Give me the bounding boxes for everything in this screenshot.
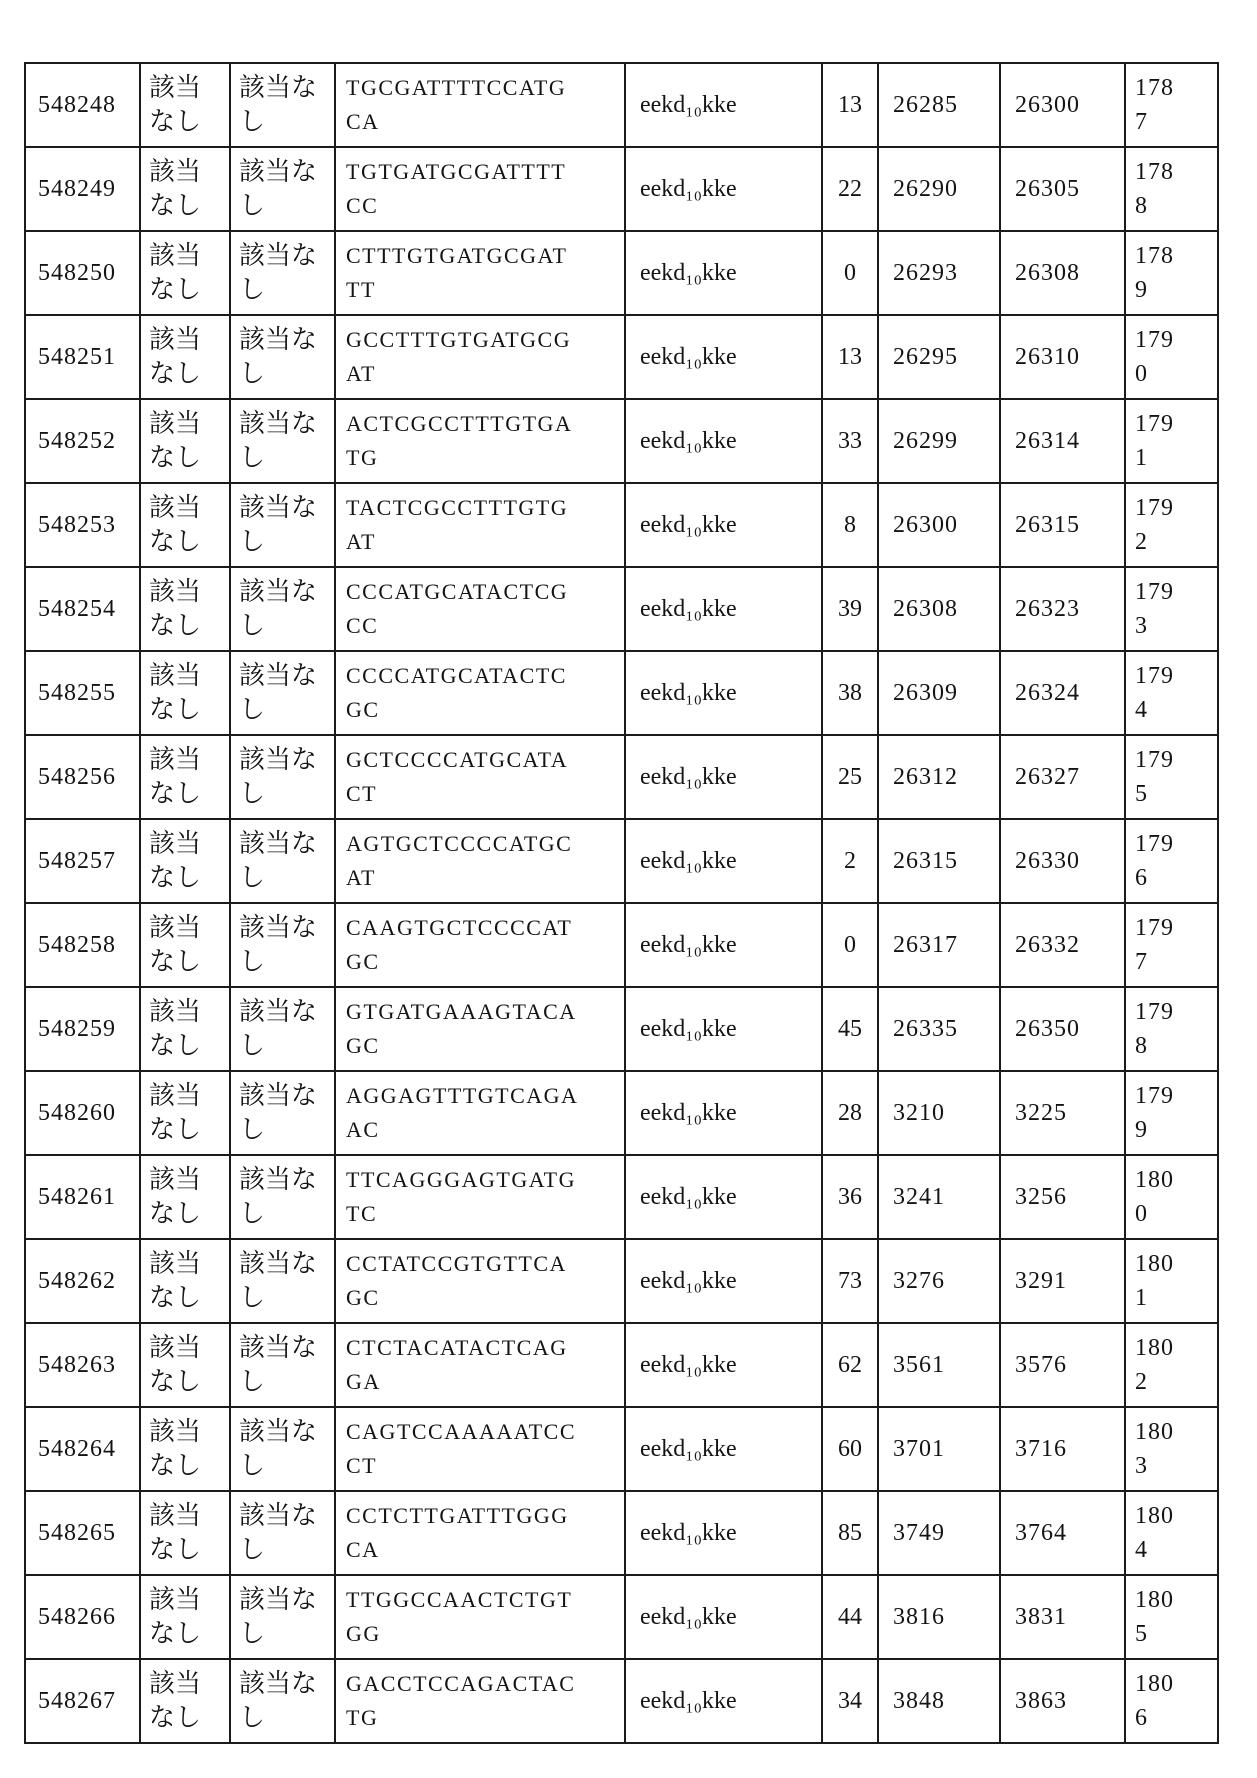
applicable-b-cell: 該当な し [230, 231, 335, 315]
score-cell: 36 [822, 1155, 878, 1239]
row-id-cell: 548267 [25, 1659, 140, 1743]
start-pos-cell: 3241 [878, 1155, 1000, 1239]
table-row [25, 1323, 1218, 1407]
score-cell: 62 [822, 1323, 878, 1407]
score-cell: 13 [822, 315, 878, 399]
sequence-cell: AGTGCTCCCCATGC AT [335, 819, 625, 903]
sequence-cell: CAGTCCAAAAATCC CT [335, 1407, 625, 1491]
end-pos-cell: 26300 [1000, 63, 1125, 147]
start-pos-cell: 3749 [878, 1491, 1000, 1575]
strand-label-cell: eekd₁₀kke [625, 315, 822, 399]
table-row [25, 1239, 1218, 1323]
row-id-cell: 548251 [25, 315, 140, 399]
applicable-a-cell: 該当 なし [140, 147, 230, 231]
score-cell: 39 [822, 567, 878, 651]
score-cell: 13 [822, 63, 878, 147]
strand-label-cell: eekd₁₀kke [625, 63, 822, 147]
applicable-a-cell: 該当 なし [140, 819, 230, 903]
end-pos-cell: 3863 [1000, 1659, 1125, 1743]
sequence-cell: CCTCTTGATTTGGG CA [335, 1491, 625, 1575]
seq-no-cell: 179 8 [1125, 987, 1218, 1071]
table-row [25, 1071, 1218, 1155]
end-pos-cell: 26308 [1000, 231, 1125, 315]
table-row [25, 483, 1218, 567]
table-row [25, 1659, 1218, 1743]
score-cell: 60 [822, 1407, 878, 1491]
start-pos-cell: 26290 [878, 147, 1000, 231]
start-pos-cell: 26300 [878, 483, 1000, 567]
applicable-b-cell: 該当な し [230, 1323, 335, 1407]
table-row [25, 735, 1218, 819]
applicable-a-cell: 該当 なし [140, 1239, 230, 1323]
row-id-cell: 548266 [25, 1575, 140, 1659]
strand-label-cell: eekd₁₀kke [625, 1071, 822, 1155]
applicable-b-cell: 該当な し [230, 651, 335, 735]
start-pos-cell: 3561 [878, 1323, 1000, 1407]
table-row [25, 399, 1218, 483]
applicable-b-cell: 該当な し [230, 315, 335, 399]
sequence-cell: CCCATGCATACTCG CC [335, 567, 625, 651]
applicable-a-cell: 該当 なし [140, 231, 230, 315]
row-id-cell: 548249 [25, 147, 140, 231]
sequence-cell: CCCCATGCATACTC GC [335, 651, 625, 735]
end-pos-cell: 26310 [1000, 315, 1125, 399]
seq-no-cell: 179 3 [1125, 567, 1218, 651]
table-row [25, 1575, 1218, 1659]
applicable-b-cell: 該当な し [230, 567, 335, 651]
sequence-cell: ACTCGCCTTTGTGA TG [335, 399, 625, 483]
row-id-cell: 548261 [25, 1155, 140, 1239]
strand-label-cell: eekd₁₀kke [625, 903, 822, 987]
applicable-a-cell: 該当 なし [140, 63, 230, 147]
row-id-cell: 548265 [25, 1491, 140, 1575]
sequence-cell: GCTCCCCATGCATA CT [335, 735, 625, 819]
score-cell: 28 [822, 1071, 878, 1155]
applicable-b-cell: 該当な し [230, 483, 335, 567]
score-cell: 22 [822, 147, 878, 231]
applicable-b-cell: 該当な し [230, 1155, 335, 1239]
applicable-a-cell: 該当 なし [140, 735, 230, 819]
start-pos-cell: 26312 [878, 735, 1000, 819]
applicable-a-cell: 該当 なし [140, 1407, 230, 1491]
table-row [25, 903, 1218, 987]
applicable-b-cell: 該当な し [230, 819, 335, 903]
seq-no-cell: 180 5 [1125, 1575, 1218, 1659]
start-pos-cell: 3276 [878, 1239, 1000, 1323]
seq-no-cell: 179 1 [1125, 399, 1218, 483]
seq-no-cell: 178 7 [1125, 63, 1218, 147]
end-pos-cell: 26314 [1000, 399, 1125, 483]
applicable-b-cell: 該当な し [230, 1659, 335, 1743]
sequence-alignment-table [24, 62, 1219, 1744]
row-id-cell: 548250 [25, 231, 140, 315]
applicable-b-cell: 該当な し [230, 1239, 335, 1323]
end-pos-cell: 26315 [1000, 483, 1125, 567]
applicable-a-cell: 該当 なし [140, 1575, 230, 1659]
score-cell: 0 [822, 903, 878, 987]
row-id-cell: 548264 [25, 1407, 140, 1491]
table-body [25, 63, 1218, 1743]
applicable-a-cell: 該当 なし [140, 1659, 230, 1743]
end-pos-cell: 26332 [1000, 903, 1125, 987]
applicable-b-cell: 該当な し [230, 63, 335, 147]
sequence-cell: AGGAGTTTGTCAGA AC [335, 1071, 625, 1155]
start-pos-cell: 26309 [878, 651, 1000, 735]
applicable-b-cell: 該当な し [230, 399, 335, 483]
seq-no-cell: 179 4 [1125, 651, 1218, 735]
strand-label-cell: eekd₁₀kke [625, 1407, 822, 1491]
sequence-cell: TGTGATGCGATTTT CC [335, 147, 625, 231]
applicable-b-cell: 該当な し [230, 1491, 335, 1575]
start-pos-cell: 26335 [878, 987, 1000, 1071]
end-pos-cell: 3716 [1000, 1407, 1125, 1491]
strand-label-cell: eekd₁₀kke [625, 735, 822, 819]
strand-label-cell: eekd₁₀kke [625, 1155, 822, 1239]
seq-no-cell: 179 0 [1125, 315, 1218, 399]
score-cell: 38 [822, 651, 878, 735]
end-pos-cell: 3256 [1000, 1155, 1125, 1239]
end-pos-cell: 3576 [1000, 1323, 1125, 1407]
table-row [25, 63, 1218, 147]
score-cell: 34 [822, 1659, 878, 1743]
row-id-cell: 548260 [25, 1071, 140, 1155]
applicable-a-cell: 該当 なし [140, 1155, 230, 1239]
applicable-a-cell: 該当 なし [140, 399, 230, 483]
applicable-a-cell: 該当 なし [140, 1323, 230, 1407]
start-pos-cell: 26293 [878, 231, 1000, 315]
strand-label-cell: eekd₁₀kke [625, 147, 822, 231]
seq-no-cell: 178 8 [1125, 147, 1218, 231]
strand-label-cell: eekd₁₀kke [625, 987, 822, 1071]
sequence-cell: CTCTACATACTCAG GA [335, 1323, 625, 1407]
end-pos-cell: 26305 [1000, 147, 1125, 231]
table-row [25, 1155, 1218, 1239]
strand-label-cell: eekd₁₀kke [625, 231, 822, 315]
applicable-a-cell: 該当 なし [140, 1071, 230, 1155]
score-cell: 2 [822, 819, 878, 903]
end-pos-cell: 3831 [1000, 1575, 1125, 1659]
seq-no-cell: 179 9 [1125, 1071, 1218, 1155]
strand-label-cell: eekd₁₀kke [625, 1491, 822, 1575]
score-cell: 8 [822, 483, 878, 567]
table-row [25, 819, 1218, 903]
seq-no-cell: 179 6 [1125, 819, 1218, 903]
sequence-cell: TTGGCCAACTCTGT GG [335, 1575, 625, 1659]
table-row [25, 987, 1218, 1071]
end-pos-cell: 26327 [1000, 735, 1125, 819]
score-cell: 44 [822, 1575, 878, 1659]
applicable-a-cell: 該当 なし [140, 1491, 230, 1575]
end-pos-cell: 26350 [1000, 987, 1125, 1071]
applicable-a-cell: 該当 なし [140, 315, 230, 399]
end-pos-cell: 3764 [1000, 1491, 1125, 1575]
row-id-cell: 548263 [25, 1323, 140, 1407]
score-cell: 45 [822, 987, 878, 1071]
row-id-cell: 548257 [25, 819, 140, 903]
sequence-cell: TACTCGCCTTTGTG AT [335, 483, 625, 567]
seq-no-cell: 180 6 [1125, 1659, 1218, 1743]
strand-label-cell: eekd₁₀kke [625, 1659, 822, 1743]
strand-label-cell: eekd₁₀kke [625, 1323, 822, 1407]
seq-no-cell: 180 4 [1125, 1491, 1218, 1575]
seq-no-cell: 179 5 [1125, 735, 1218, 819]
start-pos-cell: 26295 [878, 315, 1000, 399]
row-id-cell: 548256 [25, 735, 140, 819]
applicable-b-cell: 該当な し [230, 735, 335, 819]
applicable-a-cell: 該当 なし [140, 483, 230, 567]
applicable-b-cell: 該当な し [230, 1407, 335, 1491]
start-pos-cell: 26285 [878, 63, 1000, 147]
sequence-cell: GTGATGAAAGTACA GC [335, 987, 625, 1071]
sequence-cell: TGCGATTTTCCATG CA [335, 63, 625, 147]
applicable-b-cell: 該当な し [230, 1071, 335, 1155]
seq-no-cell: 180 1 [1125, 1239, 1218, 1323]
start-pos-cell: 3701 [878, 1407, 1000, 1491]
start-pos-cell: 3210 [878, 1071, 1000, 1155]
sequence-cell: CAAGTGCTCCCCAT GC [335, 903, 625, 987]
end-pos-cell: 26324 [1000, 651, 1125, 735]
start-pos-cell: 26315 [878, 819, 1000, 903]
end-pos-cell: 26323 [1000, 567, 1125, 651]
seq-no-cell: 180 3 [1125, 1407, 1218, 1491]
end-pos-cell: 26330 [1000, 819, 1125, 903]
score-cell: 0 [822, 231, 878, 315]
start-pos-cell: 26317 [878, 903, 1000, 987]
table-row [25, 315, 1218, 399]
score-cell: 73 [822, 1239, 878, 1323]
end-pos-cell: 3291 [1000, 1239, 1125, 1323]
end-pos-cell: 3225 [1000, 1071, 1125, 1155]
strand-label-cell: eekd₁₀kke [625, 651, 822, 735]
sequence-cell: CCTATCCGTGTTCA GC [335, 1239, 625, 1323]
row-id-cell: 548258 [25, 903, 140, 987]
strand-label-cell: eekd₁₀kke [625, 483, 822, 567]
start-pos-cell: 3816 [878, 1575, 1000, 1659]
applicable-a-cell: 該当 なし [140, 903, 230, 987]
applicable-b-cell: 該当な し [230, 1575, 335, 1659]
row-id-cell: 548255 [25, 651, 140, 735]
row-id-cell: 548262 [25, 1239, 140, 1323]
strand-label-cell: eekd₁₀kke [625, 567, 822, 651]
table-row [25, 1407, 1218, 1491]
row-id-cell: 548252 [25, 399, 140, 483]
table-row [25, 567, 1218, 651]
sequence-cell: CTTTGTGATGCGAT TT [335, 231, 625, 315]
seq-no-cell: 180 0 [1125, 1155, 1218, 1239]
row-id-cell: 548248 [25, 63, 140, 147]
table-row [25, 651, 1218, 735]
seq-no-cell: 178 9 [1125, 231, 1218, 315]
seq-no-cell: 180 2 [1125, 1323, 1218, 1407]
start-pos-cell: 26308 [878, 567, 1000, 651]
start-pos-cell: 26299 [878, 399, 1000, 483]
table-row [25, 1491, 1218, 1575]
score-cell: 33 [822, 399, 878, 483]
strand-label-cell: eekd₁₀kke [625, 1239, 822, 1323]
sequence-cell: TTCAGGGAGTGATG TC [335, 1155, 625, 1239]
seq-no-cell: 179 2 [1125, 483, 1218, 567]
row-id-cell: 548254 [25, 567, 140, 651]
table-row [25, 147, 1218, 231]
row-id-cell: 548253 [25, 483, 140, 567]
row-id-cell: 548259 [25, 987, 140, 1071]
applicable-b-cell: 該当な し [230, 903, 335, 987]
sequence-cell: GCCTTTGTGATGCG AT [335, 315, 625, 399]
applicable-b-cell: 該当な し [230, 987, 335, 1071]
applicable-b-cell: 該当な し [230, 147, 335, 231]
strand-label-cell: eekd₁₀kke [625, 819, 822, 903]
sequence-cell: GACCTCCAGACTAC TG [335, 1659, 625, 1743]
start-pos-cell: 3848 [878, 1659, 1000, 1743]
applicable-a-cell: 該当 なし [140, 651, 230, 735]
score-cell: 85 [822, 1491, 878, 1575]
applicable-a-cell: 該当 なし [140, 567, 230, 651]
seq-no-cell: 179 7 [1125, 903, 1218, 987]
strand-label-cell: eekd₁₀kke [625, 399, 822, 483]
applicable-a-cell: 該当 なし [140, 987, 230, 1071]
score-cell: 25 [822, 735, 878, 819]
strand-label-cell: eekd₁₀kke [625, 1575, 822, 1659]
table-row [25, 231, 1218, 315]
